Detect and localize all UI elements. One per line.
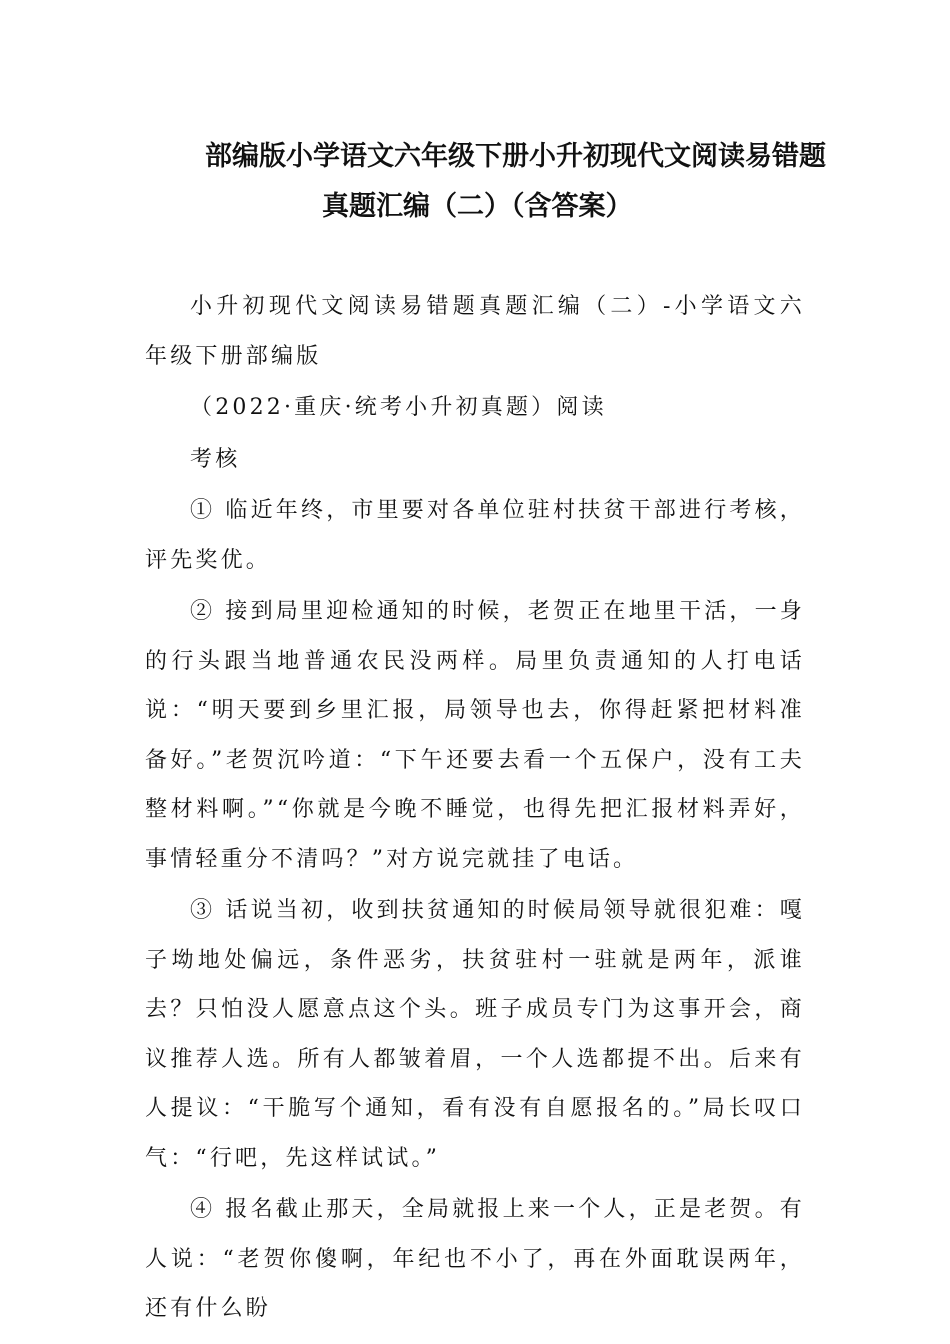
paragraph-4: ④ 报名截止那天，全局就报上来一个人，正是老贺。有人说：“老贺你傻啊，年纪也不小了，再在外面耽误两年，还有什么盼 (145, 1197, 805, 1321)
paragraph-1: ① 临近年终，市里要对各单位驻村扶贫干部进行考核，评先奖优。 (145, 498, 805, 573)
paragraph-story-title: 考核 (190, 446, 241, 472)
document-body (145, 282, 805, 1334)
document-title-line-2: 真题汇编（二）（含答案） (322, 191, 633, 222)
paragraph-3: ③ 话说当初，收到扶贫通知的时候局领导就很犯难：嘎子坳地处偏远，条件恶劣，扶贫驻村一驻就是两年，派谁去？只怕没人愿意点这个头。班子成员专门为这事开会，商议推荐人选。所有人都皱着眉，一个人选都提不出。后来有人提议：“干脆写个通知，看有没有自愿报名的。”局长叹口气：“行吧，先这样试试。” (145, 898, 805, 1171)
document-title-line-1: 部编版小学语文六年级下册小升初现代文阅读易错题 (205, 141, 826, 172)
paragraph-source: （2022·重庆·统考小升初真题）阅读 (190, 395, 607, 420)
paragraph-subtitle: 小升初现代文阅读易错题真题汇编（二）-小学语文六年级下册部编版 (145, 294, 805, 369)
paragraph-2: ② 接到局里迎检通知的时候，老贺正在地里干活，一身的行头跟当地普通农民没两样。局里负责通知的人打电话说：“明天要到乡里汇报，局领导也去，你得赶紧把材料准备好。”老贺沉吟道：“下午还要去看一个五保户，没有工夫整材料啊。”“你就是今晚不睡觉，也得先把汇报材料弄好，事情轻重分不清吗？”对方说完就挂了电话。 (145, 599, 805, 872)
